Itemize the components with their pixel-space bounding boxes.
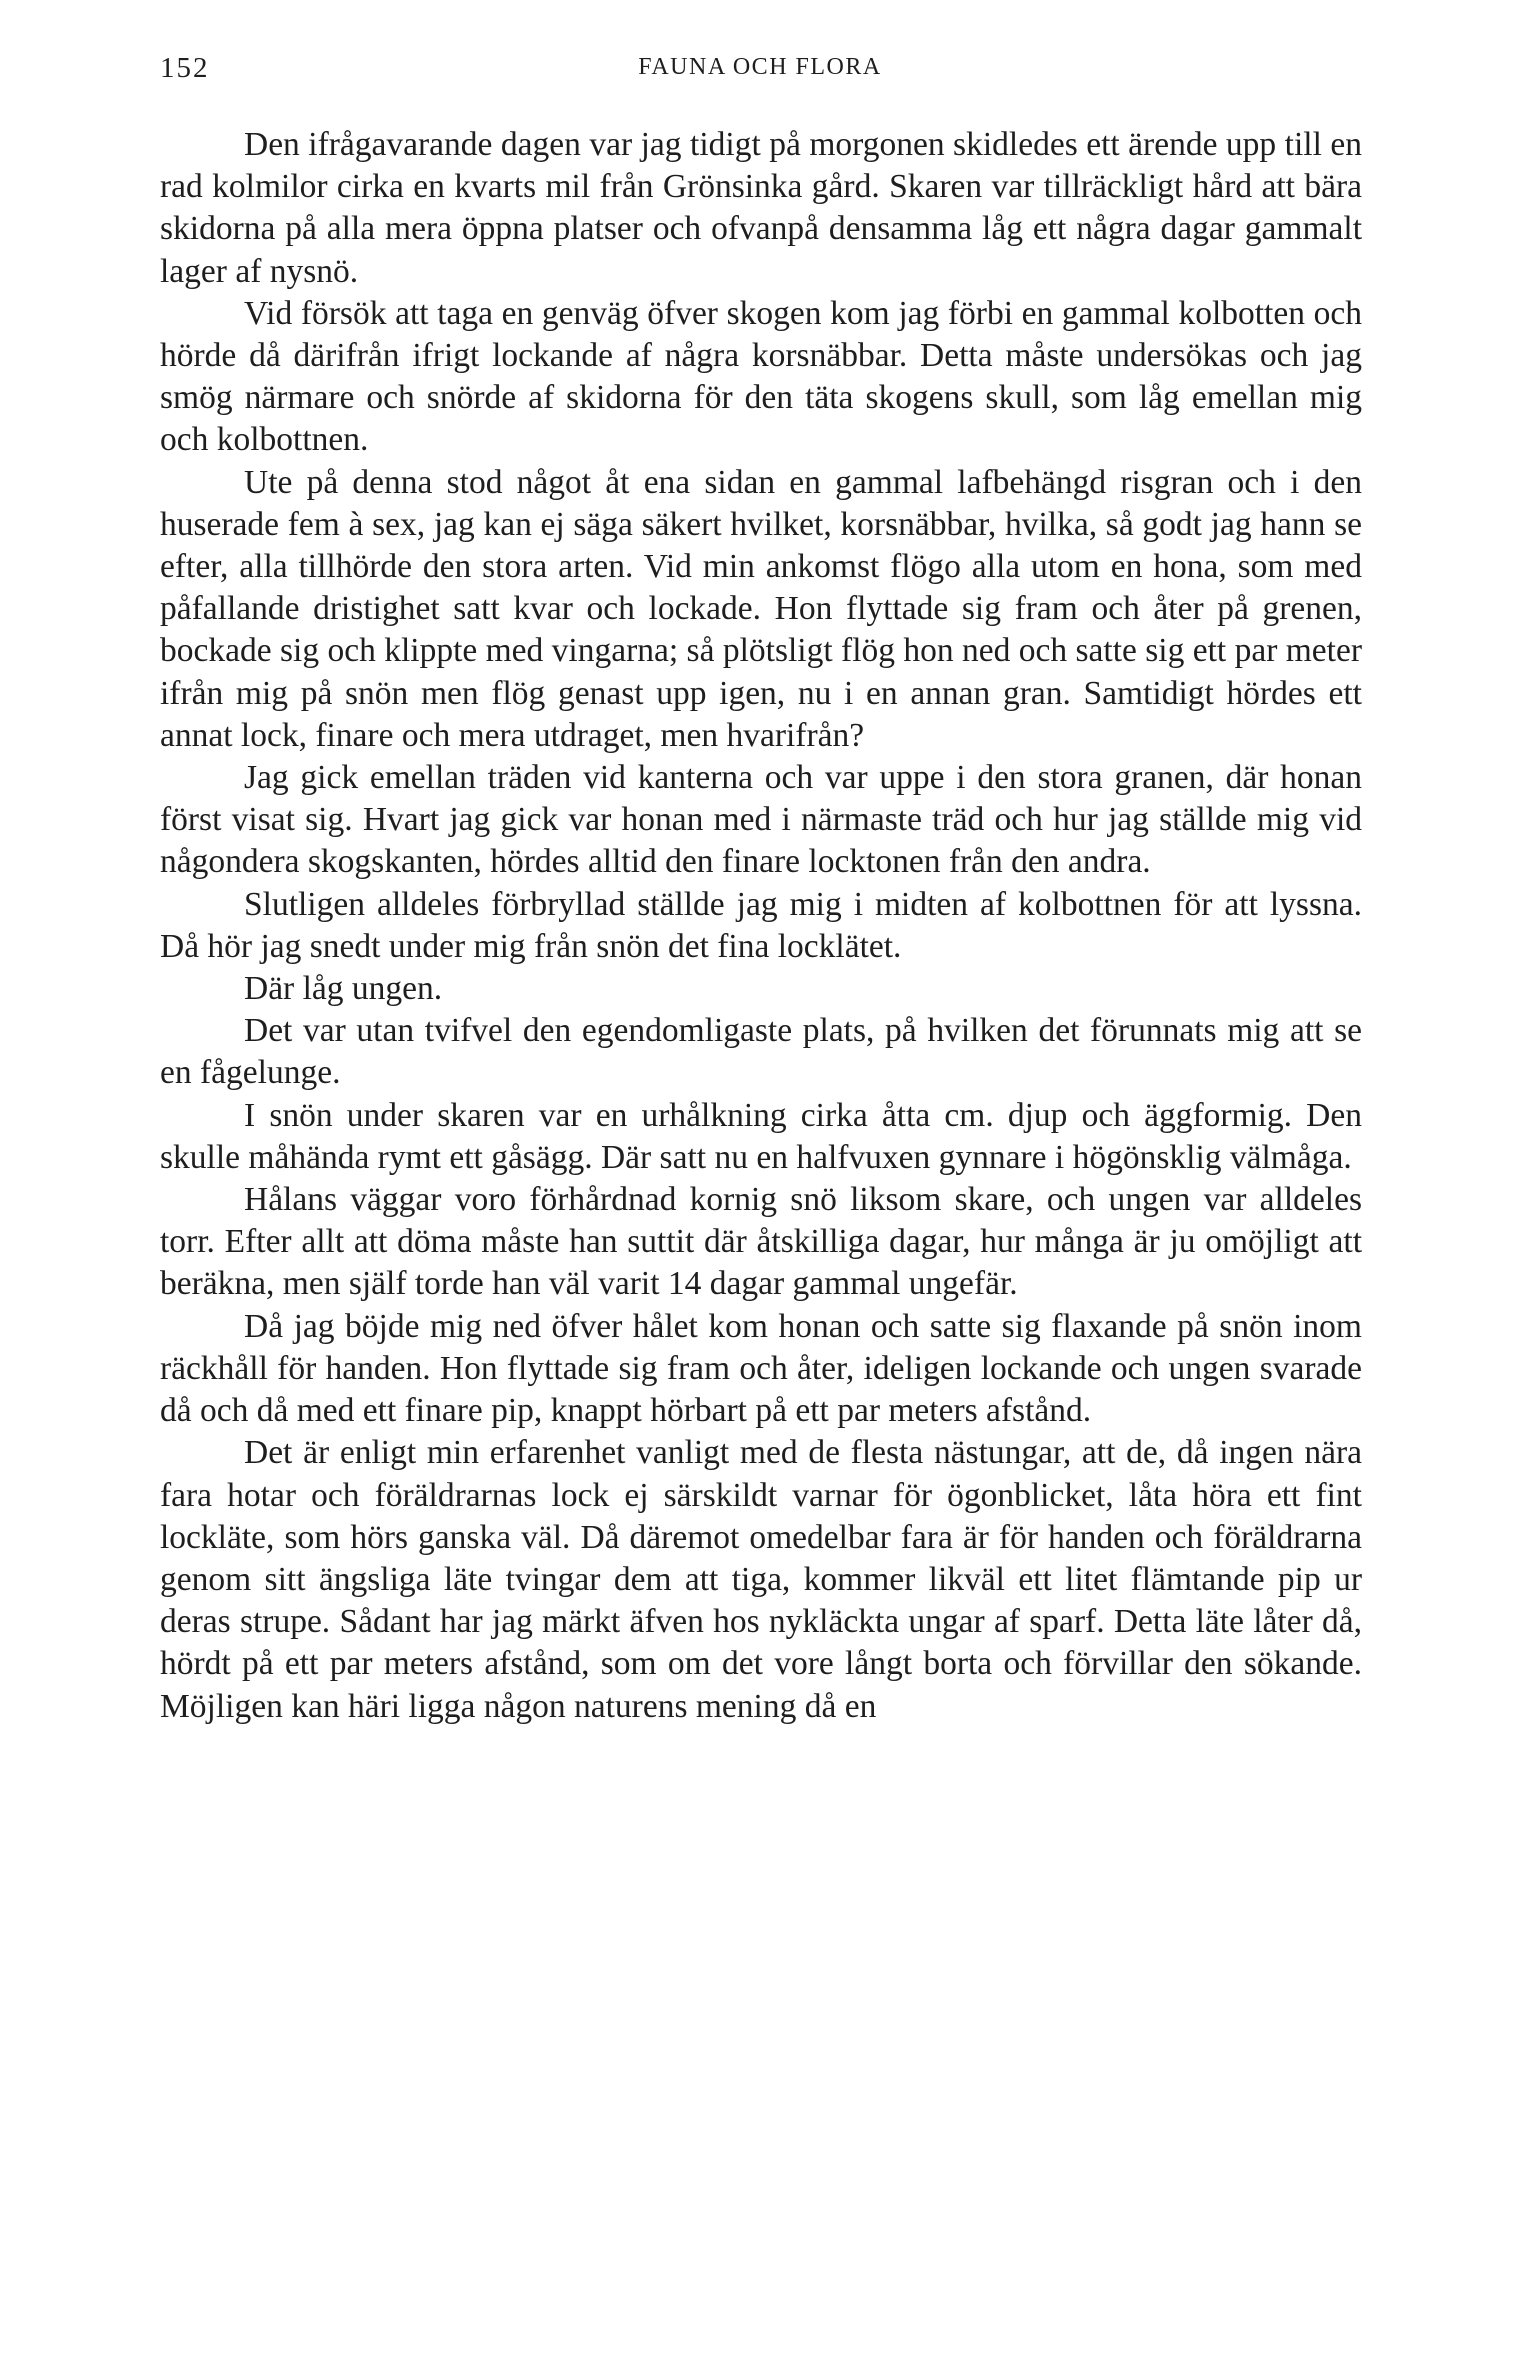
- paragraph: Det är enligt min erfarenhet vanligt med de flesta nästungar, att de, då ingen nära fara hotar och föräldrarnas lock ej särskildt varnar för ögonblicket, låta höra ett fint lockläte, som hörs ganska väl. Då däremot omedelbar fara är för handen och föräldrarna genom sitt ängsliga läte tvingar dem att tiga, kommer likväl ett litet flämtande pip ur deras strupe. Sådant har jag märkt äfven hos nykläckta ungar af sparf. Detta läte låter då, hördt på ett par meters afstånd, som om det vore långt borta och förvillar den sökande. Möjligen kan häri ligga någon naturens mening då en: [160, 1434, 1362, 1725]
- paragraph: Hålans väggar voro förhårdnad kornig snö liksom skare, och ungen var alldeles torr. Efter allt att döma måste han suttit där åtskilliga dagar, hur många är ju omöjligt att beräkna, men själf torde han väl varit 14 dagar gammal ungefär.: [160, 1181, 1362, 1303]
- paragraph: Jag gick emellan träden vid kanterna och var uppe i den stora granen, där honan först visat sig. Hvart jag gick var honan med i närmaste träd och hur jag ställde mig vid någondera skogskanten, hördes alltid den finare locktonen från den andra.: [160, 759, 1362, 881]
- paragraph: Ute på denna stod något åt ena sidan en gammal lafbehängd risgran och i den huserade fem à sex, jag kan ej säga säkert hvilket, korsnäbbar, hvilka, så godt jag hann se efter, alla tillhörde den stora arten. Vid min ankomst flögo alla utom en hona, som med påfallande dristighet satt kvar och lockade. Hon flyttade sig fram och åter på grenen, bockade sig och klippte med vingarna; så plötsligt flög hon ned och satte sig ett par meter ifrån mig på snön men flög genast upp igen, nu i en annan gran. Samtidigt hördes ett annat lock, finare och mera utdraget, men hvarifrån?: [160, 463, 1362, 754]
- paragraph: Där låg ungen.: [244, 970, 443, 1008]
- page-number: 152: [160, 52, 210, 84]
- paragraph: Då jag böjde mig ned öfver hålet kom honan och satte sig flaxande på snön inom räckhåll för handen. Hon flyttade sig fram och åter, ideligen lockande och ungen svarade då och då med ett finare pip, knappt hörbart på ett par meters afstånd.: [160, 1307, 1362, 1430]
- paragraph: Vid försök att taga en genväg öfver skogen kom jag förbi en gammal kolbotten och hörde då därifrån ifrigt lockande af några korsnäbbar. Detta måste undersökas och jag smög närmare och snörde af skidorna för den täta skogens skull, som låg emellan mig och kolbottnen.: [160, 294, 1362, 459]
- paragraph: I snön under skaren var en urhålkning cirka åtta cm. djup och äggformig. Den skulle måhända rymt ett gåsägg. Där satt nu en halfvuxen gynnare i högönsklig välmåga.: [160, 1096, 1362, 1176]
- paragraph: Det var utan tvifvel den egendomligaste plats, på hvilken det förunnats mig att se en fågelunge.: [160, 1012, 1362, 1092]
- body-text: [160, 124, 1362, 1728]
- running-title: FAUNA OCH FLORA: [638, 54, 882, 80]
- paragraph: Den ifrågavarande dagen var jag tidigt på morgonen skidledes ett ärende upp till en rad kolmilor cirka en kvarts mil från Grönsinka gård. Skaren var tillräckligt hård att bära skidorna på alla mera öppna platser och ofvanpå densamma låg ett några dagar gammalt lager af nysnö.: [160, 126, 1362, 290]
- paragraph: Slutligen alldeles förbryllad ställde jag mig i midten af kolbottnen för att lyssna. Då hör jag snedt under mig från snön det fina locklätet.: [160, 885, 1362, 965]
- running-head: [160, 52, 1360, 92]
